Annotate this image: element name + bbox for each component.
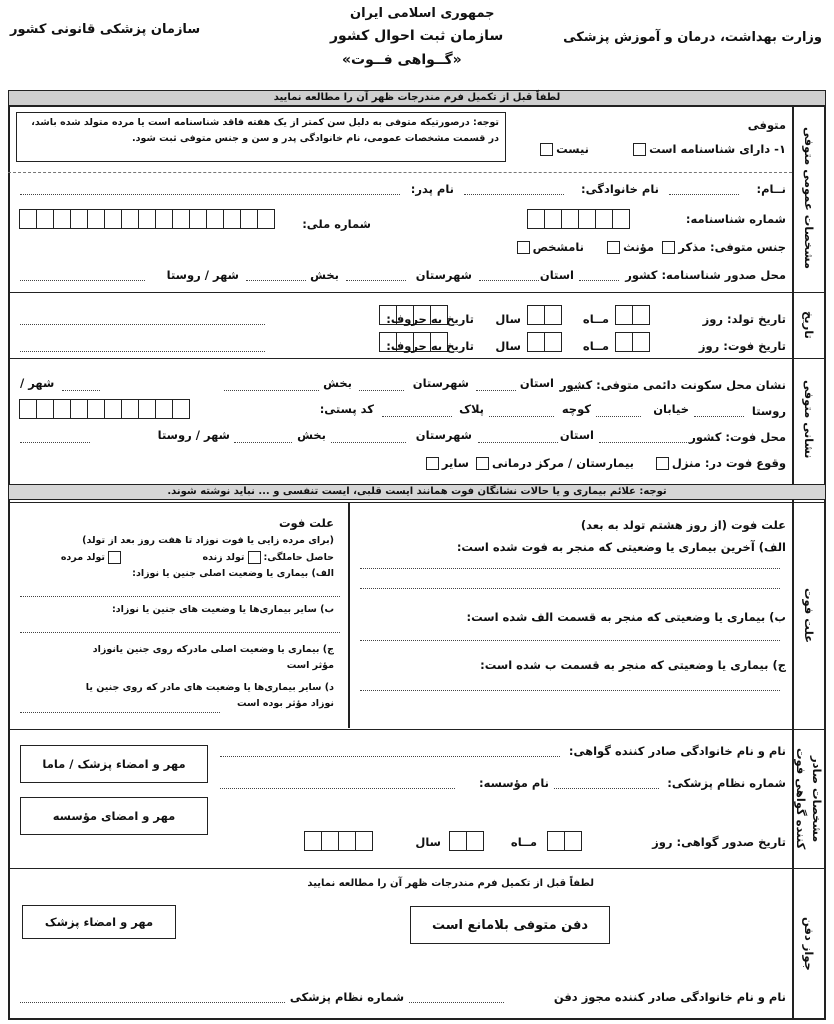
male-checkbox[interactable] — [662, 241, 675, 254]
left-b-field[interactable] — [20, 632, 340, 633]
birth-month-boxes[interactable] — [528, 305, 562, 325]
street-field[interactable] — [596, 416, 641, 417]
residence-city-field[interactable] — [62, 390, 100, 391]
death-province-label: استان — [559, 428, 594, 442]
has-id-checkbox[interactable] — [633, 143, 646, 156]
side-label-burial: جواز دفن — [802, 917, 816, 971]
left-b-label: ب) سایر بیماری‌ها یا وضعیت های جنین یا نوزاد: — [111, 604, 334, 615]
age-note: توجه: درصورتیکه متوفی به دلیل سن کمتر از یک هفته فاقد شناسنامه است یا مرده متولد شده باشد، در قسمت مشخصات عمومی، نام خانوادگی پدر و سن و جنس متوفی ثبت شود. — [16, 112, 506, 162]
bottom-notice: لطفاً قبل از تکمیل فرم مندرجات ظهر آن را مطالعه نمایید — [307, 878, 594, 889]
issue-day-boxes[interactable] — [548, 831, 582, 851]
residence-county-field[interactable] — [359, 390, 404, 391]
death-district-field[interactable] — [234, 442, 292, 443]
cause-a-label: الف) آخرین بیماری یا وضعیتی که منجر به فوت شده است: — [456, 540, 786, 554]
causes-notice: توجه: علائم بیماری و یا حالات نشانگان فوت همانند ایست قلبی، ایست تنفسی و ... نباید نوشته شوند. — [8, 484, 826, 500]
section-divider — [8, 358, 826, 359]
death-city-label: شهر / روستا — [157, 428, 230, 442]
residence-county-label: شهرستان — [412, 376, 469, 390]
left-d-field[interactable] — [20, 712, 220, 713]
issue-district-field[interactable] — [246, 280, 306, 281]
residence-province-field[interactable] — [476, 390, 516, 391]
death-district-label: بخش — [297, 428, 326, 442]
doctor-stamp-box: مهر و امضاء پزشک / ماما — [20, 745, 208, 783]
side-label-issuer: مشخصات صادر کننده گواهی فوت — [794, 748, 824, 850]
issue-day-label: تاریخ صدور گواهی: روز — [652, 835, 786, 849]
death-year-label: سال — [495, 339, 521, 353]
birth-day-label: تاریخ تولد: روز — [702, 312, 786, 326]
national-id-label: شماره ملی: — [302, 217, 371, 231]
birth-letters-label: تاریخ به حروف: — [386, 312, 474, 326]
cause-left-subtitle: (برای مرده زایی یا فوت نوزاد تا هفت روز بعد از تولد) — [82, 535, 334, 546]
institute-field[interactable] — [220, 788, 455, 789]
section-divider — [8, 729, 826, 730]
name-field[interactable] — [669, 194, 739, 195]
no-id-option[interactable]: نیست — [537, 142, 589, 156]
birth-month-label: مــاه — [582, 312, 609, 326]
divider — [8, 172, 792, 173]
father-field[interactable] — [20, 194, 400, 195]
residence-country-field[interactable] — [559, 390, 579, 391]
forensic-title: سازمان پزشکی قانونی کشور — [10, 22, 201, 37]
left-d-label: د) سایر بیماری‌ها یا وضعیت های مادر که روی جنین یا — [85, 682, 334, 693]
cause-b-field[interactable] — [360, 640, 780, 641]
issue-province-field[interactable] — [479, 280, 539, 281]
issuer-name-label: نام و نام خانوادگی صادر کننده گواهی: — [568, 744, 786, 758]
institute-stamp-box: مهر و امضای مؤسسه — [20, 797, 208, 835]
death-city-field[interactable] — [20, 442, 90, 443]
village-label: روستا — [751, 404, 786, 418]
cause-c-label: ج) بیماری یا وضعیتی که منجر به قسمت ب شده است: — [480, 658, 786, 672]
death-country-field[interactable] — [599, 442, 689, 443]
hospital-checkbox[interactable] — [476, 457, 489, 470]
pregnancy-dead-option[interactable]: تولد مرده — [61, 551, 124, 564]
street-label: خیابان — [653, 402, 689, 416]
birth-day-boxes[interactable] — [616, 305, 650, 325]
registry-title: سازمان ثبت احوال کشور — [330, 28, 504, 44]
plaque-label: پلاک — [459, 402, 484, 416]
issue-province-label: استان — [539, 268, 574, 282]
father-label: نام پدر: — [410, 182, 454, 196]
issue-month-label: مــاه — [510, 835, 537, 849]
residence-city-label: شهر / — [20, 376, 55, 390]
gender-female-option[interactable]: مؤنث — [604, 240, 654, 254]
republic-title: جمهوری اسلامی ایران — [350, 6, 495, 21]
burial-issuer-field[interactable] — [409, 1002, 504, 1003]
no-id-checkbox[interactable] — [540, 143, 553, 156]
birth-year-label: سال — [495, 312, 521, 326]
cause-a-field-2[interactable] — [360, 588, 780, 589]
issue-city-field[interactable] — [20, 280, 145, 281]
death-place-label: محل فوت: کشور — [689, 430, 786, 444]
residence-district-field[interactable] — [224, 390, 319, 391]
residence-district-label: بخش — [323, 376, 352, 390]
national-id-boxes[interactable] — [20, 209, 275, 229]
cause-column-divider — [348, 503, 350, 728]
burial-issuer-label: نام و نام خانوادگی صادر کننده مجوز دفن — [553, 990, 786, 1004]
alley-field[interactable] — [489, 416, 554, 417]
institute-label: نام مؤسسه: — [479, 776, 549, 790]
issue-place-label: محل صدور شناسنامه: کشور — [625, 268, 786, 282]
other-checkbox[interactable] — [426, 457, 439, 470]
death-county-field[interactable] — [331, 442, 406, 443]
death-county-label: شهرستان — [415, 428, 472, 442]
death-month-label: مــاه — [582, 339, 609, 353]
occurrence-other-option[interactable]: سایر — [423, 456, 469, 470]
cause-left-title: علت فوت — [278, 516, 334, 530]
death-month-boxes[interactable] — [528, 332, 562, 352]
burial-permitted-box: دفن متوفی بلامانع است — [410, 906, 610, 944]
doctor-stamp-burial-box: مهر و امضاء پزشک — [22, 905, 176, 939]
cause-right-title: علت فوت (از روز هشتم تولد به بعد) — [580, 518, 786, 532]
issue-county-field[interactable] — [346, 280, 406, 281]
id-number-label: شماره شناسنامه: — [685, 212, 786, 226]
section-divider — [8, 292, 826, 293]
side-label-address: نشانی متوفی — [802, 379, 816, 459]
issue-county-label: شهرستان — [415, 268, 472, 282]
cause-c-field[interactable] — [360, 690, 780, 691]
id-number-boxes[interactable] — [528, 209, 630, 229]
residence-province-label: استان — [519, 376, 554, 390]
name-label: نــام: — [756, 182, 786, 196]
deceased-label: متوفی — [747, 118, 786, 132]
alley-label: کوچه — [561, 402, 591, 416]
council-number-field[interactable] — [554, 788, 659, 789]
has-id-option[interactable]: ۱- دارای شناسنامه است — [630, 142, 786, 156]
family-field[interactable] — [464, 194, 564, 195]
side-label-dates: تاریخ — [802, 311, 816, 339]
death-day-label: تاریخ فوت: روز — [698, 339, 786, 353]
death-province-field[interactable] — [478, 442, 558, 443]
left-c-label: ج) بیماری یا وضعیت اصلی مادرکه روی جنین یانوزاد — [92, 644, 334, 655]
postal-code-boxes[interactable] — [20, 399, 190, 419]
left-c-label-2: مؤثر است — [286, 660, 334, 671]
left-d-label-2: نوزاد مؤثر بوده است — [236, 698, 334, 709]
section-divider — [8, 868, 826, 869]
dead-checkbox[interactable] — [108, 551, 121, 564]
side-label-cause: علت فوت — [802, 587, 816, 644]
top-notice: لطفاً قبل از تکمیل فرم مندرجات ظهر آن را مطالعه نمایید — [8, 90, 826, 106]
issue-year-boxes[interactable] — [305, 831, 373, 851]
female-checkbox[interactable] — [607, 241, 620, 254]
residence-label: نشان محل سکونت دائمی متوفی: کشور — [559, 378, 786, 392]
side-label-general: مشخصات عمومی متوفی — [802, 127, 816, 270]
form-title: «گــواهی فــوت» — [342, 52, 462, 68]
postal-code-label: کد پستی: — [319, 402, 374, 416]
issue-district-label: بخش — [310, 268, 339, 282]
burial-council-label: شماره نظام پزشکی — [289, 990, 404, 1004]
issue-city-label: شهر / روستا — [166, 268, 239, 282]
death-letters-field[interactable] — [20, 351, 265, 352]
family-label: نام خانوادگی: — [581, 182, 659, 196]
issuer-name-field[interactable] — [220, 756, 560, 757]
home-checkbox[interactable] — [656, 457, 669, 470]
live-checkbox[interactable] — [248, 551, 261, 564]
death-day-boxes[interactable] — [616, 332, 650, 352]
gender-male-option[interactable]: جنس متوفی: مذکر — [659, 240, 786, 254]
left-a-field[interactable] — [20, 596, 340, 597]
unknown-checkbox[interactable] — [517, 241, 530, 254]
occurrence-hospital-option[interactable]: بیمارستان / مرکز درمانی — [473, 456, 634, 470]
cause-a-field-1[interactable] — [360, 568, 780, 569]
birth-letters-field[interactable] — [20, 324, 265, 325]
village-field[interactable] — [694, 416, 744, 417]
council-number-label: شماره نظام پزشکی: — [667, 776, 786, 790]
ministry-title: وزارت بهداشت، درمان و آموزش پزشکی — [563, 30, 822, 45]
issue-month-boxes[interactable] — [450, 831, 484, 851]
section-divider — [8, 502, 826, 503]
left-a-label: الف) بیماری یا وضعیت اصلی جنین یا نوزاد: — [132, 568, 334, 579]
cause-b-label: ب) بیماری یا وضعیتی که منجر به قسمت الف شده است: — [466, 610, 786, 624]
pregnancy-live-option[interactable]: حاصل حاملگی:تولد زنده — [202, 552, 334, 563]
gender-unknown-option[interactable]: نامشخص — [514, 240, 584, 254]
burial-council-field[interactable] — [20, 1002, 285, 1003]
issue-year-label: سال — [415, 835, 441, 849]
issue-country-field[interactable] — [579, 280, 619, 281]
death-letters-label: تاریخ به حروف: — [386, 339, 474, 353]
plaque-field[interactable] — [382, 416, 452, 417]
occurrence-home-option[interactable]: وقوع فوت در: منزل — [653, 456, 786, 470]
